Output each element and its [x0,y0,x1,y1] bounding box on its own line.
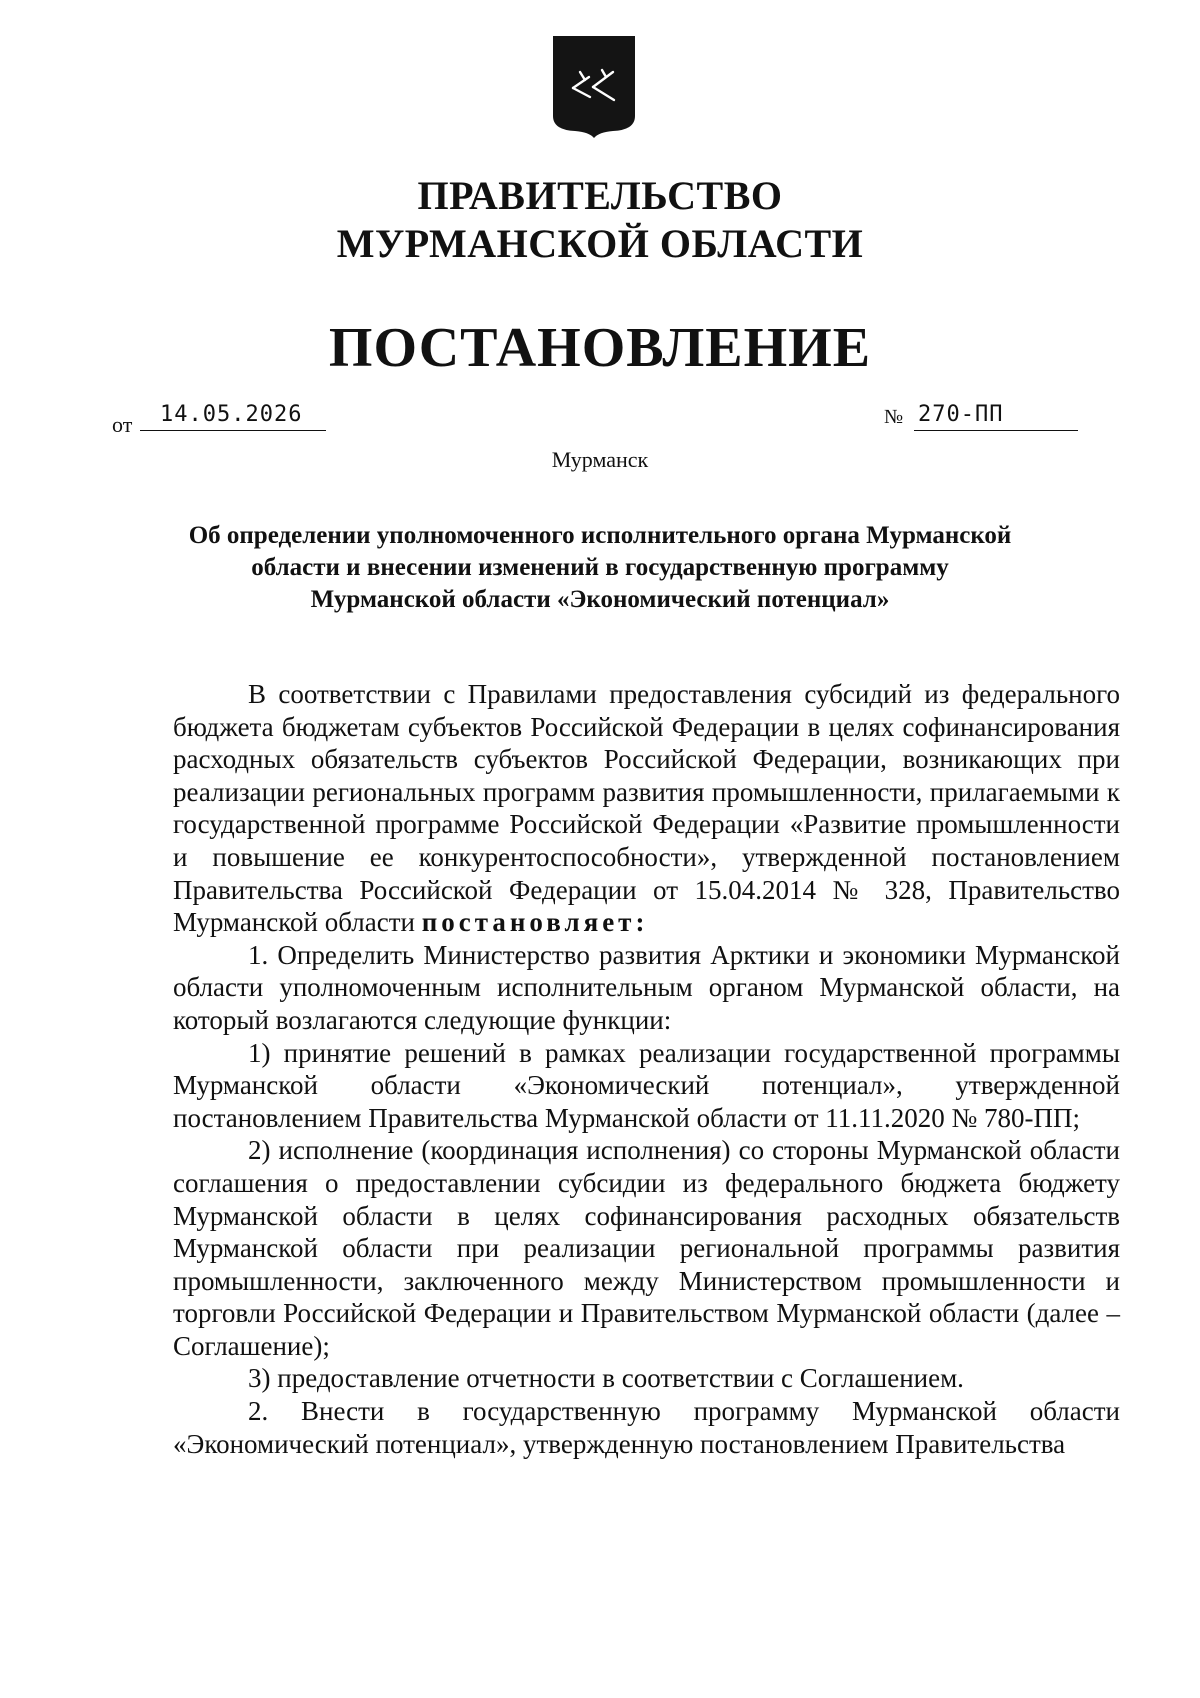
intro-paragraph [173,678,1120,939]
date-underline [140,430,326,431]
number-underline [914,430,1078,431]
paragraph-1-item-2: 2) исполнение (координация исполнения) со стороны Мурманской области соглашения о предоставлении субсидии из федерального бюджета бюджету Мурманской области в целях софинансирования расходных обязательств Мурманской области при реализации региональной программы развития промышленности, заключенного между Министерством промышленности и торговли Российской Федерации и Правительством Мурманской области (далее – Соглашение); [173,1135,1120,1361]
paragraph-1-item-3: 3) предоставление отчетности в соответствии с Соглашением. [248,1363,964,1394]
paragraph-1: 1. Определить Министерство развития Арктики и экономики Мурманской области уполномоченным исполнительным органом Мурманской области, на который возлагаются следующие функции: [173,939,1120,1035]
document-type-title: ПОСТАНОВЛЕНИЕ [328,317,872,379]
document-date: 14.05.2026 [160,402,303,427]
paragraph-2: 2. Внести в государственную программу Мурманской области «Экономический потенциал», утвержденную постановлением Правительства [173,1396,1120,1459]
document-number: 270-ПП [918,402,1004,427]
document-body [173,678,1120,1460]
intro-text: В соответствии с Правилами предоставления субсидий из федерального бюджета бюджетам субъектов Российской Федерации в целях софинансирования расходных обязательств субъектов Российской Федерации, возникающих при реализации региональных программ развития промышленности, прилагаемыми к государственной программе Российской Федерации «Развитие промышленности и повышение ее конкурентоспособности», утвержденной постановлением Правительства Российской Федерации от 15.04.2014 № 328, Правительство Мурманской области [173,679,1120,938]
date-label: от [112,412,133,437]
paragraph-1-item-1: 1) принятие решений в рамках реализации государственной программы Мурманской области «Экономический потенциал», утвержденной постановлением Правительства Мурманской области от 11.11.2020 № 780-ПП; [173,1037,1120,1133]
number-label: № [884,406,904,428]
government-name-line-2: МУРМАНСКОЙ ОБЛАСТИ [336,221,864,266]
government-name-line-1: ПРАВИТЕЛЬСТВО [417,173,783,218]
decree-word: постановляет: [421,907,649,938]
city-name: Мурманск [551,447,649,472]
document-subject: Об определении уполномоченного исполнительного органа Мурманской области и внесении изменений в государственную программу Мурманской области «Экономический потенциал» [188,522,1012,613]
coat-of-arms-icon [549,32,639,140]
